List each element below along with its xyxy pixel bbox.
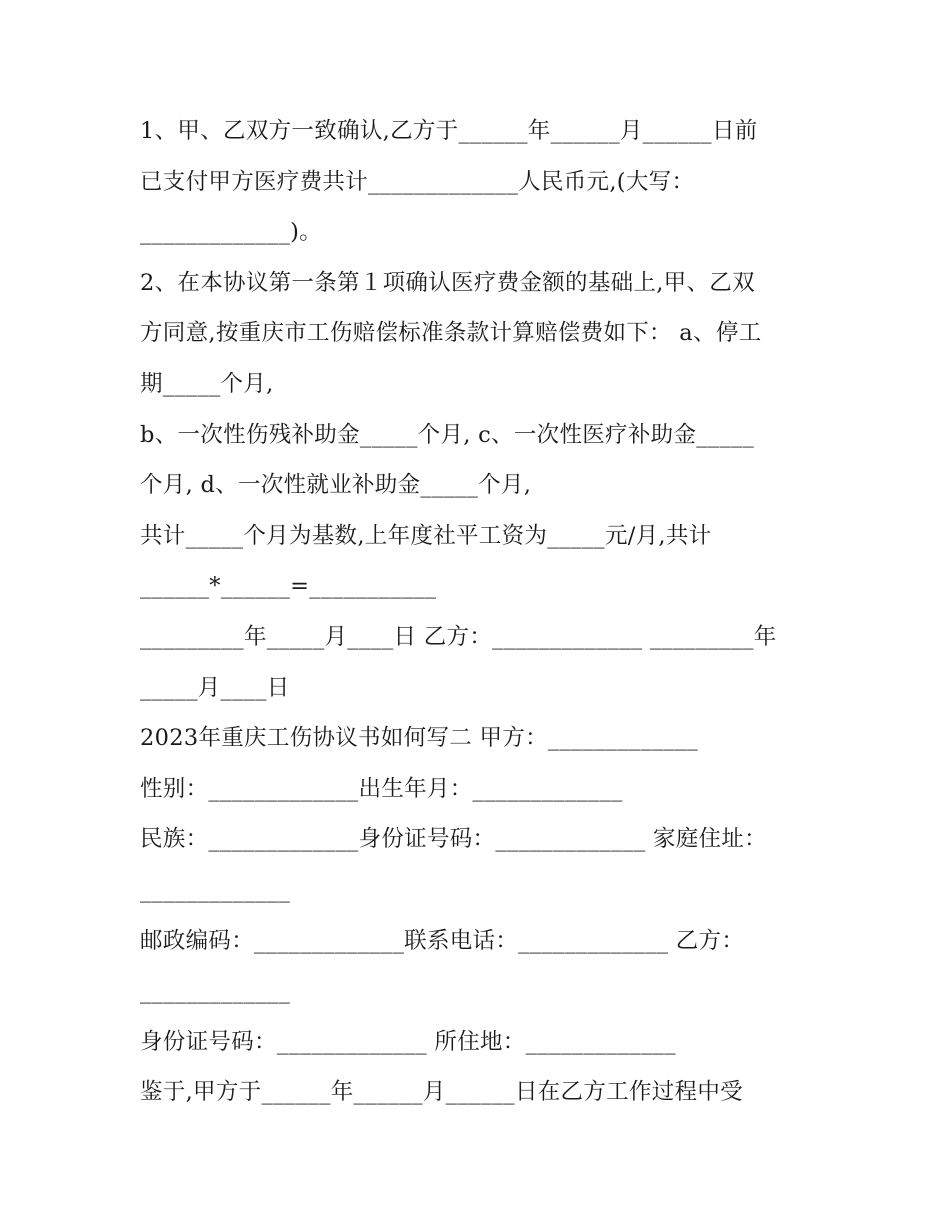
text-line: ______*______=___________ [140, 573, 437, 600]
text-line: 2、在本协议第一条第１项确认医疗费金额的基础上,甲、乙双 [140, 269, 755, 296]
text-line: _____________ [140, 978, 291, 1005]
text-line: 鉴于,甲方于______年______月______日在乙方工作过程中受 [140, 1079, 743, 1106]
text-line: _____月____日 [140, 674, 290, 701]
text-line: 性别：_____________出生年月：_____________ [140, 775, 623, 802]
text-line: 身份证号码：_____________ 所住地：_____________ [140, 1028, 676, 1055]
text-line: _____________ [140, 876, 291, 903]
text-line: _____________)。 [140, 219, 323, 246]
text-line: b、一次性伤残补助金_____个月, c、一次性医疗补助金_____ [140, 421, 755, 448]
section-heading-line: 2023年重庆工伤协议书如何写二 甲方：_____________ [140, 725, 699, 752]
text-line: 个月, d、一次性就业补助金_____个月, [140, 472, 532, 499]
text-line: 民族：_____________身份证号码：_____________ 家庭住址： [140, 826, 767, 853]
document-body [140, 106, 820, 1118]
text-line: 共计_____个月为基数,上年度社平工资为_____元/月,共计 [140, 522, 712, 549]
text-line: 期_____个月, [140, 370, 274, 397]
text-line: 已支付甲方医疗费共计_____________人民币元,(大写： [140, 168, 695, 195]
text-line: 方同意,按重庆市工伤赔偿标准条款计算赔偿费如下： a、停工 [140, 320, 762, 347]
text-line: _________年_____月____日 乙方：_____________ _________年 [140, 623, 777, 650]
text-line: 1、甲、乙双方一致确认,乙方于______年______月______日前 [140, 118, 758, 144]
text-line: 邮政编码：_____________联系电话：_____________ 乙方： [140, 927, 745, 954]
